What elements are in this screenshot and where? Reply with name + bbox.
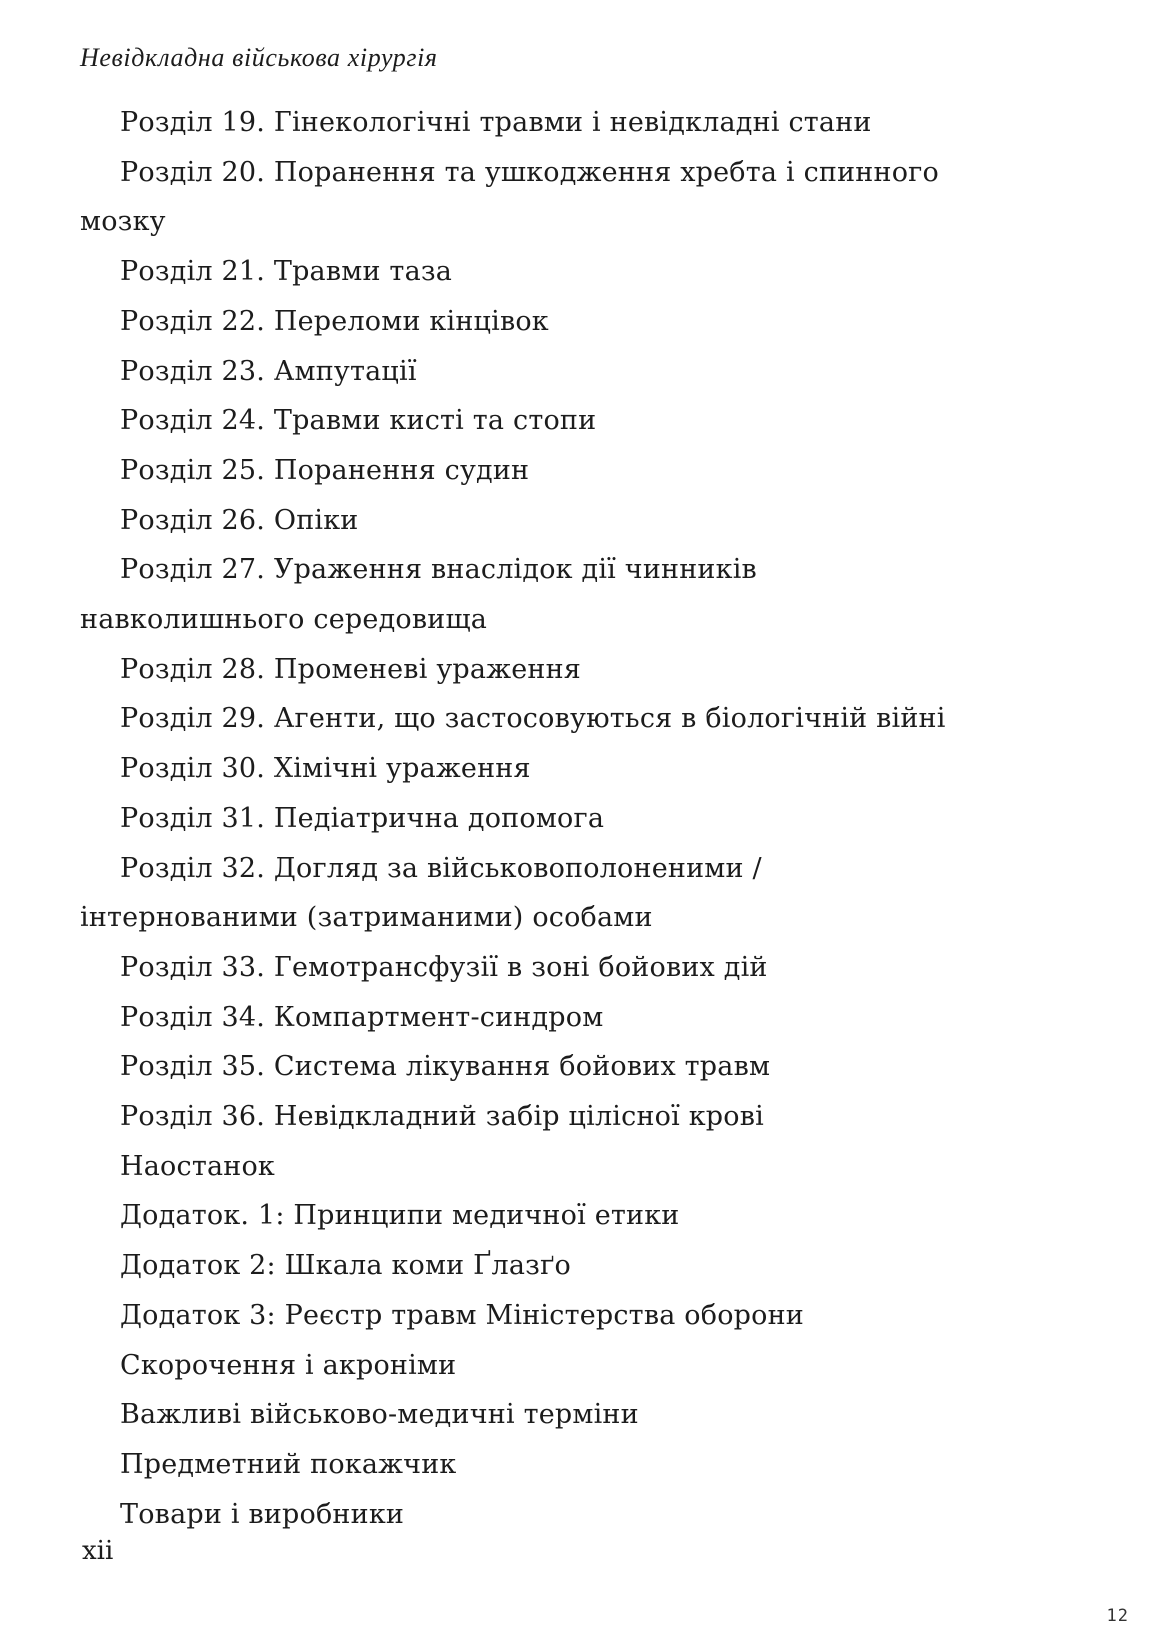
toc-line: Додаток 3: Реєстр травм Міністерства оборони [120,1299,804,1331]
toc-line: Товари і виробники [120,1498,405,1530]
toc-line-continuation: навколишнього середовища [80,604,488,636]
toc-line: Додаток 2: Шкала коми Ґлазґо [120,1250,572,1282]
roman-page-number: xii [82,1536,114,1566]
toc-line: Предметний покажчик [120,1448,457,1480]
toc-line: Розділ 29. Агенти, що застосовуються в біологічній війні [120,703,946,735]
toc-line: Розділ 31. Педіатрична допомога [120,802,605,834]
toc-line: Розділ 24. Травми кисті та стопи [120,405,597,437]
toc-line: Розділ 20. Поранення та ушкодження хребта і спинного [120,156,939,188]
toc-line: Розділ 30. Хімічні ураження [120,753,531,785]
toc-line: Розділ 35. Система лікування бойових травм [120,1051,771,1083]
toc-line: Розділ 36. Невідкладний забір цілісної крові [120,1101,764,1133]
toc-line: Додаток. 1: Принципи медичної етики [120,1200,680,1232]
toc-line: Розділ 19. Гінекологічні травми і невідкладні стани [120,107,872,138]
toc-line: Розділ 26. Опіки [120,504,359,536]
toc-line-continuation: мозку [80,206,166,238]
table-of-contents [80,98,1080,1539]
toc-line: Розділ 23. Ампутації [120,355,417,387]
toc-line: Скорочення і акроніми [120,1349,457,1381]
toc-line: Наостанок [120,1150,275,1182]
toc-line: Розділ 27. Ураження внаслідок дії чинників [120,554,757,586]
toc-line: Розділ 21. Травми таза [120,256,453,288]
toc-line: Розділ 34. Компартмент-синдром [120,1001,604,1033]
toc-line: Розділ 33. Гемотрансфузії в зоні бойових дій [120,951,768,983]
toc-line: Розділ 22. Переломи кінцівок [120,305,549,337]
toc-line-continuation: інтернованими (затриманими) особами [80,902,653,934]
toc-line: Розділ 28. Променеві ураження [120,653,582,685]
toc-line: Розділ 25. Поранення судин [120,454,530,486]
page-number: 12 [1106,1606,1129,1626]
toc-line: Розділ 32. Догляд за військовополоненими / [120,852,762,884]
toc-line: Важливі військово-медичні терміни [120,1399,639,1431]
running-header: Невідкладна військова хірургія [80,43,438,72]
